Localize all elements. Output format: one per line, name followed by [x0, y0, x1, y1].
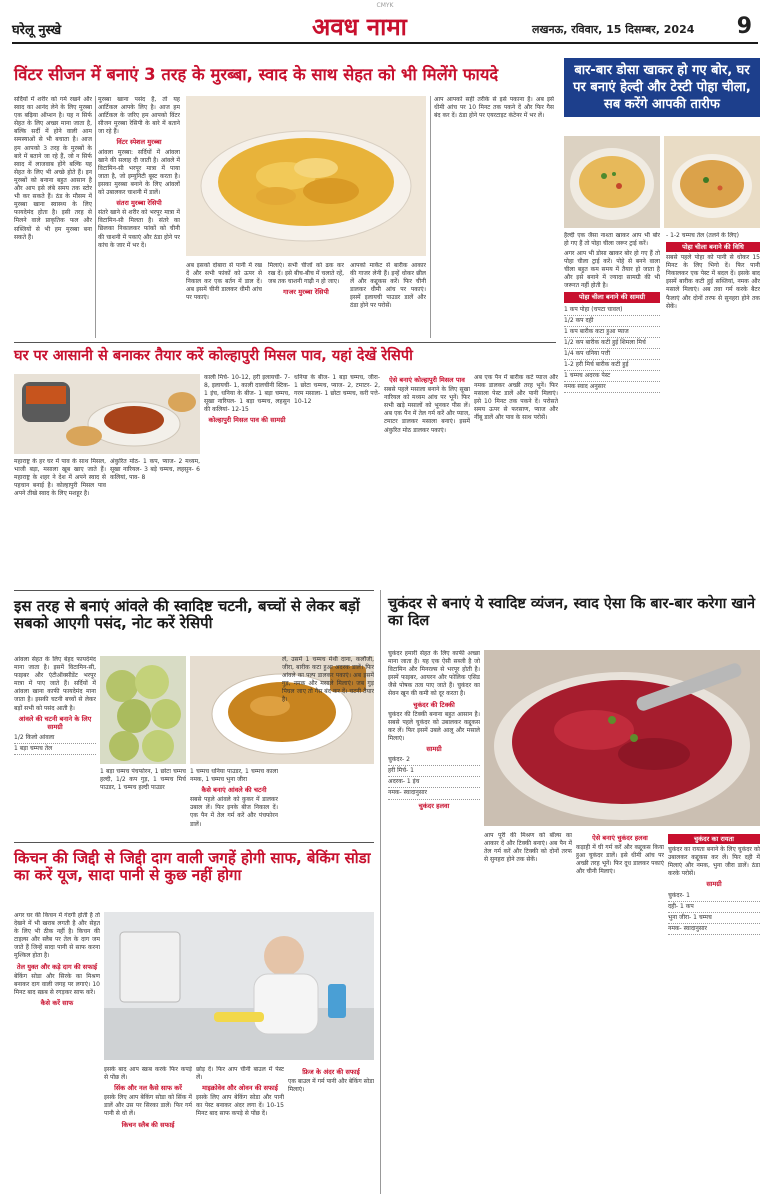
story5-col3: [576, 832, 664, 1194]
story4-col1: [14, 656, 96, 828]
story6-sub3: सिंक और नल कैसे साफ करें: [114, 1084, 182, 1093]
story6-col3: [196, 1066, 284, 1194]
story2-item: 1-2 हरी मिर्च बारीक कटी हुई: [564, 360, 660, 371]
poha-cheela-photo-1: [564, 136, 660, 228]
story3-col1: [14, 458, 106, 578]
story5-sub5: चुकंदर का रायता: [668, 834, 760, 844]
story1-col2c: संतरे खाने से शरीर को भरपूर मात्रा में विटामिन-सी मिलता है। संतरे का छिलका निकालकर फांकों को चीनी की चाशनी में पकाएं और ठंडा होने पर कांच के जार में भर दें।: [98, 209, 180, 249]
story3-col4-text: धनिया के बीज- 1 बड़ा चम्मच, जीरा- 1 छोटा चम्मच, प्याज- 2, टमाटर- 2, गरम मसाला- 1 छोटा चम्मच, करी पत्ते- 10-12: [294, 374, 380, 406]
story5-col1b: चुकंदर की टिक्की बनाना बहुत आसान है। सबसे पहले चुकंदर को उबालकर कद्दूकस कर लें। फिर इसमें उबले आलू और मसाले मिलाएं।: [388, 710, 480, 742]
story4-col3-text: 1 चम्मच धनिया पाउडर, 1 चम्मच काला नमक, 1 चम्मच भुना जीरा: [190, 768, 278, 784]
story4-item: 1 बड़ा चम्मच तेल: [14, 744, 96, 755]
story2-ingredients-title: पोहा चीला बनाने की सामग्री: [564, 292, 660, 302]
story5-item: अदरक- 1 इंच: [388, 777, 480, 788]
masthead: [12, 10, 758, 44]
story4-col2: [100, 768, 186, 828]
story2-item: 1 कप बारीक कटा हुआ प्याज: [564, 327, 660, 338]
story3-col5: [474, 374, 558, 578]
section-label: घरेलू नुस्खे: [12, 23, 62, 38]
story5-item2: दही- 1 कप: [668, 902, 760, 913]
story3-sub2: ऐसे बनाएं कोल्हापुरी मिसल पाव: [389, 376, 465, 384]
story1-intro: सर्दियों में शरीर को गर्म रखने और स्वाद का आनंद लेने के लिए मुरब्बा एक बढ़िया ऑप्शन है। यह न सिर्फ सेहत के लिए अच्छा माना जाता है, बल्कि सर्दी में होने वाली आम समस्याओं से भी बचाता है। आज हम आपको 3 तरह के मुरब्बों के बारे में बताने जा रहे हैं, जो न सिर्फ स्वाद में लाजवाब होंगे बल्कि यह सेहत के लिए भी अच्छे होते हैं। इन मुरब्बों को बनाना बहुत आसान है और आप इसे लंबे समय तक स्टोर भी कर सकते हैं। ठंड के मौसम में मुरब्बा खाना स्वास्थ्य के लिए फायदेमंद होता है। इसी तरह से मिलने वाले प्राकृतिक फल और सब्जियों से भी हम मुरब्बा बना सकते हैं।: [14, 96, 92, 241]
story4-col2-text: 1 बड़ा चम्मच पंचफोरन, 1 छोटा चम्मच हल्दी, 1/2 कप गुड़, 1 चम्मच मिर्च पाउडर, 1 चम्मच हल्दी पाउडर: [100, 768, 186, 792]
story2-method: सबसे पहले पोहा को पानी से धोकर 15 मिनट के लिए भिगो दें। फिर पानी निकालकर एक पेस्ट में बदल दें। इसके बाद इसमें बारीक कटी हुई सब्जियां, नमक और मसाले मिलाएं। अब तवा गर्म करके बैटर फैलाएं और दोनों तरफ से सुनहरा होने तक सेकें।: [666, 254, 760, 310]
story6-col2: [104, 1066, 192, 1194]
story1-sub2: संतरा मुरब्बा रेसिपी: [116, 199, 162, 208]
story6-col2b: इसके लिए आप बेकिंग सोडा को सिंक में डालें और उस पर सिरका डालें। फिर गर्म पानी से धो लें।: [104, 1094, 192, 1118]
story1-col6-text: आप आपको सही तरीके से इसे पकाना है। अब इसे धीमी आंच पर 10 मिनट तक पकने दें और फिर गैस बंद कर दें। ठंडा होने पर एयरटाइट कंटेनर में भर लें।: [434, 96, 554, 120]
story1-sub3: गाजर मुरब्बा रेसिपी: [283, 288, 329, 297]
dateline: लखनऊ, रविवार, 15 दिसम्बर, 2024: [532, 23, 695, 36]
story1-col4: [268, 262, 344, 338]
story6-sub6: फ्रिज के अंदर की सफाई: [302, 1068, 360, 1076]
story4-col4: [282, 656, 374, 828]
story5-headline: चुकंदर से बनाएं ये स्वादिष्ट व्यंजन, स्वाद ऐसा कि बार-बार करेगा खाने का दिल: [388, 596, 756, 629]
story2-headline: बार-बार डोसा खाकर हो गए बोर, घर पर बनाएं हेल्दी और टेस्टी पोहा चीला, सब करेंगे आपकी तारीफ: [564, 58, 760, 117]
story6-sub5: माइक्रोवेव और ओवन की सफाई: [202, 1084, 278, 1093]
story3-col5-text: सबसे पहले मसाला बनाने के लिए सूखा नारियल को मध्यम आंच पर भूनें। फिर सभी खड़े मसालों को भूनकर पीस लें। अब एक पैन में तेल गर्म करें और प्याज, टमाटर डालकर मसाला बनाएं। इसमें अंकुरित मोठ डालकर पकाएं।: [384, 386, 470, 434]
story2-col2: [666, 232, 760, 567]
story5-item: नमक- स्वादानुसार: [388, 788, 480, 799]
kitchen-cleaning-photo: [104, 912, 374, 1060]
story4-item: 1/2 किलो आंवला: [14, 733, 96, 744]
story6-sub4: किचन स्लैब की सफाई: [121, 1120, 175, 1129]
story2-item: 1 कप पोहा (चपटा चावल): [564, 305, 660, 316]
story6-col3-text: छोड़ दें। फिर आप चीनी बाउल में पेस्ट लें।: [196, 1066, 284, 1082]
story1-col5-text: आपको मार्केट से बारीक आकार की गाजर लेनी हैं। इन्हें धोकर छील लें और कद्दूकस करें। फिर चीनी डालकर धीमी आंच पर पकाएं। इसमें इलायची पाउडर डालें और ठंडा होने पर परोसें।: [350, 262, 426, 310]
story6-col4: [288, 1066, 374, 1194]
story6-col1b: बेकिंग सोडा और सिरके का मिश्रण बनाकर दाग वाली जगह पर लगाएं। 10 मिनट बाद स्क्रब से रगड़कर साफ करें।: [14, 972, 100, 996]
story5-sub: चुकंदर की टिक्की: [413, 700, 455, 709]
story4-col4-text: लें, उसमें 1 चम्मच मेथी दाना, कलौंजी, जीरा, बारीक कटा हुआ अदरक डालें। फिर आंवले का पल्प डालकर पकाएं। अब इसमें गुड़, नमक और मसाले मिलाएं। जब गुड़ पिघल जाए तो गैस बंद कर दें। चटनी तैयार है।: [282, 656, 374, 704]
story4-col1-text: आंवला सेहत के लिए बेहद फायदेमंद माना जाता है। इसमें विटामिन-सी, फाइबर और एंटीऑक्सीडेंट भरपूर मात्रा में पाए जाते हैं। सर्दियों में आंवला खाना काफी फायदेमंद माना जाता है। इसकी चटनी बच्चों से लेकर बड़ों सभी को पसंद आती है।: [14, 656, 96, 712]
story3-col2: [204, 374, 290, 578]
story5-col2: [484, 832, 572, 1194]
misal-pav-photo: [14, 374, 200, 454]
page-number: 9: [736, 14, 752, 39]
story6-headline: किचन की जिद्दी से जिद्दी दाग वाली जगहें होगी साफ, बेकिंग सोडा का करें यूज, सादा पानी से कुछ नहीं होगा: [14, 849, 371, 885]
poha-cheela-photo-2: [664, 136, 760, 228]
story1-col4-text: मिलाएं। सभी चीजों को ढक कर रख दें। इसे बीच-बीच में चलाते रहें, जब तक चाशनी गाढ़ी न हो जाए।: [268, 262, 344, 286]
story6-col3b: इसके लिए आप बेकिंग सोडा और पानी का पेस्ट बनाकर अंदर लगा दें। 10-15 मिनट बाद साफ कपड़े से पोंछ दें।: [196, 1094, 284, 1118]
story1-col1: [14, 96, 92, 338]
story2-item: 1/2 कप दही: [564, 316, 660, 327]
story1-col2-text: मुरब्बा खाना पसंद है, तो यह आर्टिकल आपके लिए है। आज हम आर्टिकल के जरिए हम आपको विंटर सीजन मुरब्बा रेसिपी के बारे में बताने जा रहे हैं।: [98, 96, 180, 136]
story1-col3-text: अब इसको दोबारा से पानी में रख दें और सभी फांकों को ऊपर से निकाल कर एक बर्तन में डाल दें। अब इसमें चीनी डालकर धीमी आंच पर पकाएं।: [186, 262, 262, 302]
story2-col1: [564, 232, 660, 567]
story2-item: 1/2 कप बारीक कटी हुई शिमला मिर्च: [564, 338, 660, 349]
story5-sub3: चुकंदर हलवा: [418, 801, 450, 810]
story2-item: नमक स्वाद अनुसार: [564, 382, 660, 393]
story3-col2-text: काली मिर्च- 10-12, हरी इलायची- 7-8, इलायची- 1, काली दालचीनी स्टिक- 1 इंच, धनिया के बीज- 1 बड़ा चम्मच, सूखा नारियल- 1 बड़ा चम्मच, लहसुन की कलियां- 12-15: [204, 374, 290, 414]
story5-item2: चुकंदर- 1: [668, 891, 760, 902]
murabba-photo: [186, 96, 426, 256]
story5-item2: नमक- स्वादानुसार: [668, 924, 760, 935]
story5-sub2: सामग्री: [426, 745, 442, 754]
story5-col2-text: आप पूरी की मिश्रण को बॉल्स का आकार दें और टिक्की बनाएं। अब पैन में तेल गर्म करें और टिक्की को दोनों तरफ से सुनहरा होने तक सेकें।: [484, 832, 572, 864]
story3-sub: कोल्हापुरी मिसल पाव की सामग्री: [208, 416, 286, 425]
story6-col3c: एक बाउल में गर्म पानी और बेकिंग सोडा मिलाएं।: [288, 1078, 374, 1094]
story5-col4: [668, 832, 760, 1194]
story3-intro: महाराष्ट्र के हर घर में पाव के साथ मिसल, भाजी बड़ा, मसाला खूब खाए जाते हैं। महाराष्ट्र के शहर ने देश में अपने स्वाद से पहचान बनाई है। कोल्हापुरी मिसल पाव अपने तीखे स्वाद के लिए मशहूर है।: [14, 458, 106, 498]
story5-col3-text: कड़ाही में घी गर्म करें और कद्दूकस किया हुआ चुकंदर डालें। इसे धीमी आंच पर अच्छी तरह भूनें। फिर दूध डालकर पकाएं और चीनी मिलाएं।: [576, 844, 664, 876]
story3-col4: [384, 374, 470, 578]
story1-col6: [434, 96, 554, 338]
story6-col1-text: अगर घर की किचन में गंदगी होती है तो देखने में भी खराब लगती है और सेहत के लिए भी ठीक नहीं है। किचन की टाइल्स और स्लैब पर तेल के दाग जम जाते हैं जिन्हें सादा पानी से साफ करना मुश्किल होता है।: [14, 912, 100, 960]
story1-col2: [98, 96, 180, 338]
story3-col3: अंकुरित मोठ- 1 कप, प्याज- 2 मध्यम, सूखा नारियल- 3 बड़े चम्मच, लहसुन- 6 कलियां, पाव- 8: [110, 458, 200, 482]
story2-item: 1/4 कप धनिया पत्ती: [564, 349, 660, 360]
story2-body: अगर आप भी डोसा खाकर बोर हो गए हैं तो पोहा चीला ट्राई करें। पोहे से बनने वाला चीला बहुत कम समय में तैयार हो जाता है और इसे बनाने में ज्यादा सामग्री की भी जरूरत नहीं होती है।: [564, 250, 660, 290]
story2-item: 1 चम्मच अदरक पेस्ट: [564, 371, 660, 382]
story5-sub4: ऐसे बनाएं चुकंदर हलवा: [592, 834, 648, 842]
story1-headline: विंटर सीजन में बनाएं 3 तरह के मुरब्बा, स्वाद के साथ सेहत को भी मिलेंगे फायदे: [14, 65, 499, 84]
story4-headline: इस तरह से बनाएं आंवले की स्वादिष्ट चटनी, बच्चों से लेकर बड़ों सबको आएगी पसंद, नोट करें रेसिपी: [14, 597, 360, 633]
story1-sub1: विंटर स्पेशल मुरब्बा: [116, 138, 162, 147]
story3-col3: [294, 374, 380, 578]
story2-method-title: पोहा चीला बनाने की विधि: [666, 242, 760, 252]
story4-col3: [190, 768, 278, 828]
story4-col3b: सबसे पहले आंवले को कुकर में डालकर उबाल लें। फिर इनके बीज निकाल दें। एक पैन में तेल गर्म करें और पंचफोरन डालें।: [190, 796, 278, 828]
print-marks: CMYK: [376, 2, 394, 9]
story6-sub2: कैसे करें साफ: [40, 998, 74, 1007]
story1-col3: [186, 262, 262, 338]
story1-col5: [350, 262, 426, 338]
story5-sub6: सामग्री: [706, 880, 722, 889]
story6-col1: [14, 912, 100, 1194]
story2-caption2: - 1-2 चम्मच तेल (तलने के लिए): [666, 232, 739, 239]
story5-item2: भुना जीरा- 1 चम्मच: [668, 913, 760, 924]
story4-sub2: कैसे बनाएं आंवले की चटनी: [201, 786, 267, 795]
story5-col1: [388, 650, 480, 1194]
story3-col1b: [110, 458, 200, 578]
story5-item: हरी मिर्च- 1: [388, 766, 480, 777]
story4-sub: आंवले की चटनी बनाने के लिए सामग्री: [18, 714, 92, 731]
story5-col1-text: चुकंदर हमारी सेहत के लिए काफी अच्छा माना जाता है। यह एक ऐसी सब्जी है जो विटामिन और मिनरल्स से भरपूर होती है। इसमें फाइबर, आयरन और फोलिक एसिड जैसे पोषक तत्व पाए जाते हैं। चुकंदर का सेवन खून की कमी को दूर करता है।: [388, 650, 480, 698]
beetroot-halwa-photo: [484, 650, 760, 826]
story6-col2-text: इसके बाद आप स्क्रब करके फिर कपड़े से पोंछ लें।: [104, 1066, 192, 1082]
story6-sub: तेल युक्त और कड़े दाग की सफाई: [16, 962, 98, 971]
story5-item: चुकंदर- 2: [388, 755, 480, 766]
story5-col4-text: चुकंदर का रायता बनाने के लिए चुकंदर को उबालकर कद्दूकस कर लें। फिर दही में मिलाएं और नमक, भुना जीरा डालें। ठंडा करके परोसें।: [668, 846, 760, 878]
amla-photo: [100, 656, 186, 764]
story2-caption: हैल्दी एक जैसा नाश्ता खाकर आप भी बोर हो गए हैं तो पोहा चीला जरूर ट्राई करें।: [564, 232, 660, 247]
story3-headline: घर पर आसानी से बनाकर तैयार करें कोल्हापुरी मिसल पाव, यहां देखें रेसिपी: [14, 348, 413, 364]
story1-col2b: आंवला मुरब्बा: सर्दियों में आंवला खाने की सलाह दी जाती है। आंवले में विटामिन-सी भरपूर मात्रा में पाया जाता है, जो इम्युनिटी बूस्ट करता है। इसका मुरब्बा बनाने के लिए आंवलों को उबालकर चाशनी में डालें।: [98, 148, 180, 197]
story3-col6-text: अब एक पैन में बारीक कटे प्याज और नमक डालकर अच्छी तरह भूनें। फिर मसाला पेस्ट डालें और पानी मिलाएं। इसे 10 मिनट तक पकने दें। परोसते समय ऊपर से फरसाण, प्याज और नींबू डालें और पाव के साथ परोसें।: [474, 374, 558, 422]
newspaper-logo: अवध नामा: [312, 12, 407, 41]
